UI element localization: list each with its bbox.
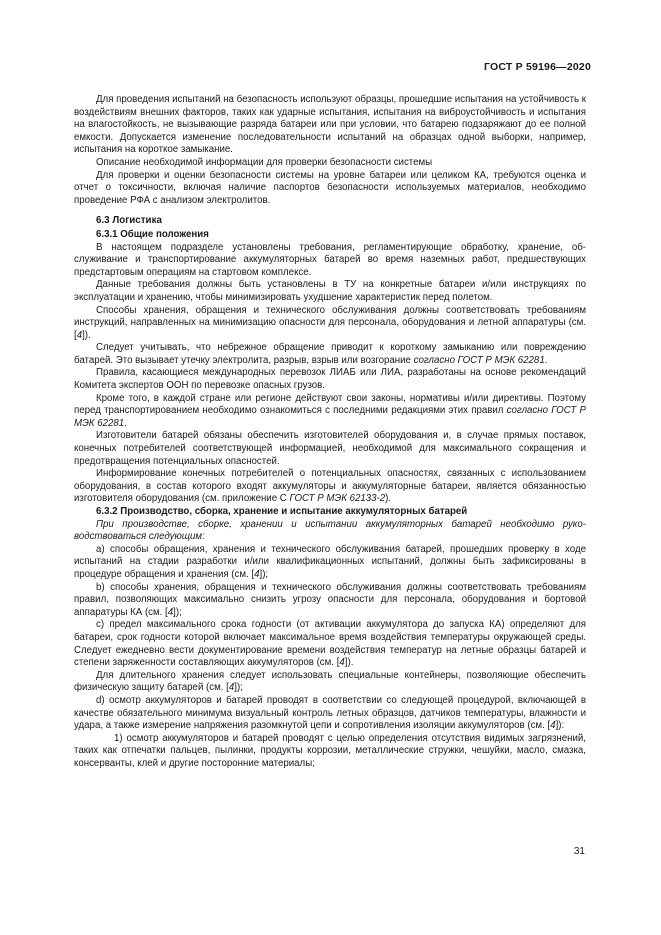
- paragraph-careless-handling: [74, 342, 586, 367]
- page-number: 31: [573, 846, 585, 857]
- text: Для длительного хранения следует использовать специальные контейнеры, позволяющие обеспечить физическую защиту батарей (см. [: [74, 669, 586, 694]
- paragraph-long-storage: [74, 670, 586, 695]
- paragraph-scope: В настоящем подразделе установлены требования, регламентирующие обработку, хранение, обслуживание и транспортирование аккумуляторных батарей во время наземных работ, предшествующих предстартовым операциям на стартовом комплексе.: [74, 241, 586, 278]
- reference: 4: [339, 657, 345, 669]
- text: Информирование конечных потребителей о потенциальных опасностях, связанных с использованием оборудования, в состав которого входят аккумуляторы и аккумуляторные батареи, является обязанностью изготовителя оборудования (см. приложение С: [74, 468, 586, 505]
- text: ]).: [82, 329, 91, 341]
- standard-reference: согласно ГОСТ Р МЭК 62281: [74, 405, 586, 429]
- italic-text: При производстве, сборке, хранении и испытании аккумуляторных батарей необходимо руководствоваться следующим:: [74, 518, 586, 543]
- section-heading-6-3-2: 6.3.2 Производство, сборка, хранение и испытание аккумуляторных батарей: [96, 506, 468, 517]
- standard-header: ГОСТ Р 59196—2020: [483, 61, 591, 73]
- list-item-c: [74, 619, 586, 669]
- text: ]);: [259, 568, 269, 580]
- paragraph-requirements: Данные требования должны быть установлены в ТУ на конкретные батареи и/или инструкциях по эксплуатации и хранению, чтобы минимизировать ухудшение характеристик перед полетом.: [74, 279, 586, 303]
- paragraph-toxicity: Для проверки и оценки безопасности системы на уровне батареи или целиком КА, требуются оценка и отчет о токсичности, включая наличие паспортов безопасности используемых материалов, необходимо проведение РФА с анализом электролитов.: [74, 169, 586, 206]
- paragraph-local-laws: [74, 393, 586, 431]
- text: а) способы обращения, хранения и технического обслуживания батарей, прошедших проверку в ходе испытаний на стадии разработки и/или квалификационных испытаний, должны быть зафиксированы в процедуре обращения и хранения (см. [: [74, 543, 586, 580]
- list-item-d: [74, 695, 586, 733]
- text: Следует учитывать, что небрежное обращение приводит к короткому замыканию или повреждению батарей. Это вызывает утечку электролита, разрыв, взрыв или возгорание: [74, 342, 586, 366]
- text: ]):: [555, 720, 565, 732]
- text: .: [544, 354, 548, 366]
- section-heading-6-3: 6.3 Логистика: [96, 215, 162, 227]
- list-item-d-1: 1) осмотр аккумуляторов и батарей проводят с целью определения отсутствия видимых загрязнений, таких как отпечатки пальцев, пылинки, продукты коррозии, металлические стружки, чешуйки, масло, смазка, консерванты, клей и другие посторонние материалы;: [74, 732, 586, 769]
- paragraph-manufacturers: Изготовители батарей обязаны обеспечить изготовителей оборудования и, в случае прямых поставок, конечных потребителей соответствующей информацией, необходимой для максимального сокращения и предотвращения потенциальных опасностей.: [74, 430, 586, 467]
- paragraph-storage-methods: [74, 305, 586, 343]
- text: Способы хранения, обращения и технического обслуживания должны соответствовать требованиям инструкций, направленных на минимизацию опасности для персонала, оборудования и летной аппаратуры (см. [: [74, 304, 586, 341]
- list-item-a: [74, 544, 586, 582]
- text: ]).: [344, 657, 354, 669]
- text: .: [124, 417, 127, 429]
- standard-reference: ГОСТ Р МЭК 62133-2: [289, 493, 386, 505]
- reference: 4: [167, 606, 174, 618]
- standard-reference: согласно ГОСТ Р МЭК 62281: [413, 354, 545, 366]
- text: b) способы хранения, обращения и технического обслуживания должны соответствовать требованиям правил, позволяющих максимально снизить угрозу опасности для персонала, оборудования и бортовой аппаратуры КА (см. [: [74, 581, 586, 618]
- list-item-b: [74, 582, 586, 620]
- text: Кроме того, в каждой стране или регионе действуют свои законы, нормативы и/или директивы. Поэтому перед транспортированием необходимо ознакомиться с последними редакциями этих правил: [74, 392, 586, 417]
- reference: 4: [76, 329, 83, 341]
- text: ]);: [173, 606, 182, 618]
- reference: 4: [228, 682, 235, 694]
- text: ]);: [234, 682, 243, 694]
- paragraph-guidance-intro: [74, 519, 586, 544]
- paragraph-transport-rules: Правила, касающиеся международных перевозок ЛИАБ или ЛИА, разработаны на основе рекомендаций Комитета экспертов ООН по перевозке опасных грузов.: [74, 367, 586, 392]
- paragraph-end-users: [74, 468, 586, 506]
- reference: 4: [550, 720, 556, 732]
- paragraph-info-description: Описание необходимой информации для проверки безопасности системы: [96, 156, 433, 168]
- section-heading-6-3-1: 6.3.1 Общие положения: [96, 228, 209, 240]
- text: ).: [385, 493, 392, 505]
- text: c) предел максимального срока годности (от активации аккумулятора до запуска КА) определяют для батареи, срок годности которой включает максимальное время воздействия температуры окружающей среды. Следует ежедневно вести документирование времени воздействия температур на летные образцы батарей и степени заряженности составляющих аккумуляторов (см. [: [74, 619, 586, 669]
- reference: 4: [254, 568, 260, 580]
- text: d) осмотр аккумуляторов и батарей проводят в соответствии со следующей процедурой, включающей в качестве обязательного минимума визуальный контроль летных образцов, датчиков температуры, влажности и удара, а также измерение напряжения разомкнутой цепи и сопротивления изоляции аккумуляторов (см. [: [74, 694, 586, 732]
- page-content: [74, 94, 586, 770]
- paragraph-safety-testing: Для проведения испытаний на безопасность используют образцы, прошедшие испытания на устойчивость к воздействиям внешних факторов, таких как ударные испытания, испытания на виброустойчивость и испытания на влагостойкость, не вызывающие разряда батареи или при условии, что батарею подзаряжают до ее полной емкости. Допускается изменение последовательности испытаний на образцах одной выборки, например, испытания на короткое замыкание.: [74, 94, 586, 156]
